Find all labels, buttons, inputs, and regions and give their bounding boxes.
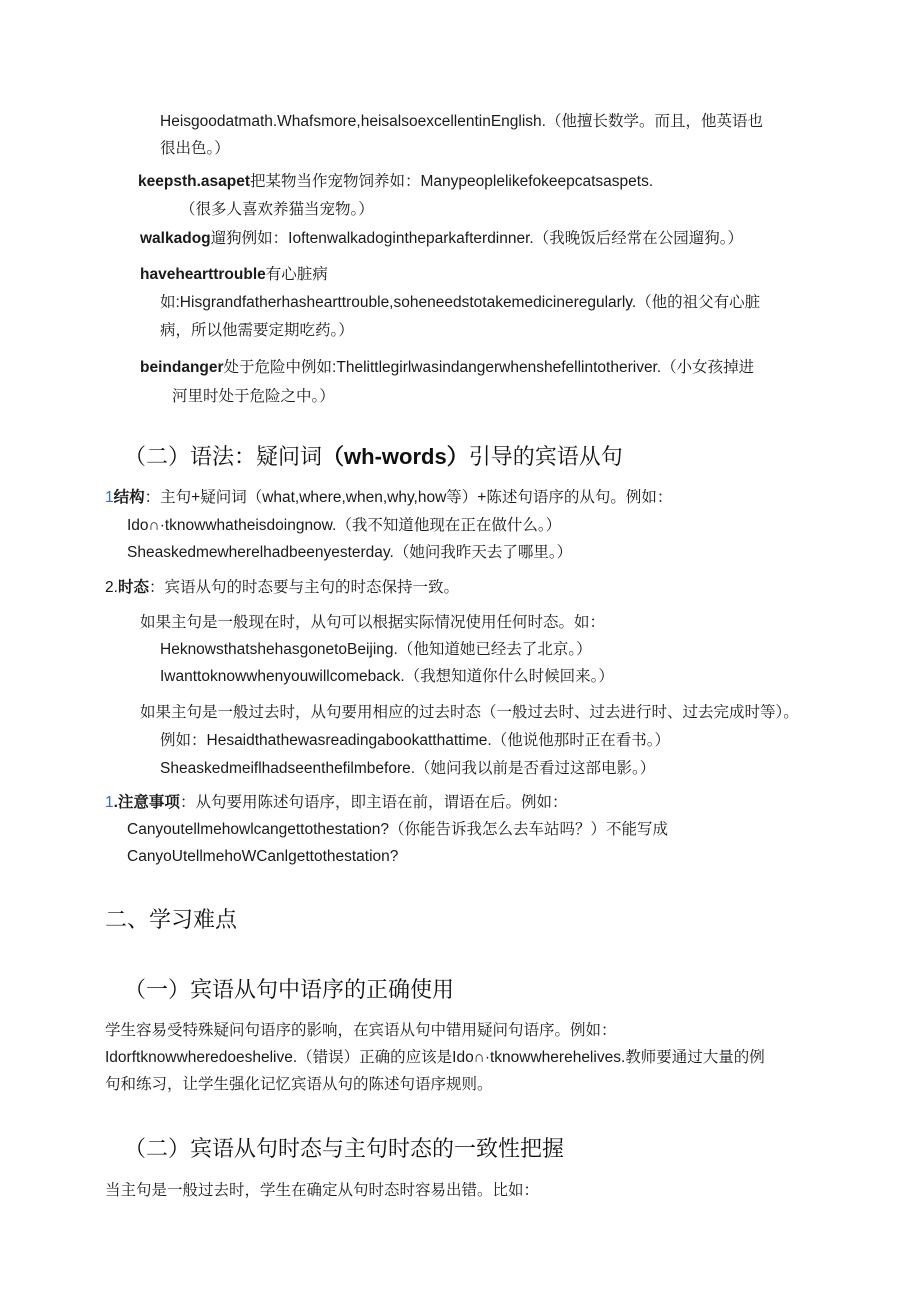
grammar-example-line: Iwanttoknowwhenyouwillcomeback.（我想知道你什么时候回来。） bbox=[160, 668, 614, 685]
grammar-heading: （二）语法：疑问词（wh-words）引导的宾语从句 bbox=[124, 444, 623, 469]
vocab-term: walkadog bbox=[140, 230, 211, 247]
grammar-structure-point bbox=[105, 488, 672, 508]
point-label: .注意事项 bbox=[113, 794, 180, 811]
difficulty-subheading-word-order: （一）宾语从句中语序的正确使用 bbox=[124, 977, 455, 1002]
vocab-example-line: （很多人喜欢养猫当宠物。） bbox=[180, 201, 374, 218]
grammar-example-line: Sheaskedmewherelhadbeenyesterday.（她问我昨天去了哪里。） bbox=[127, 544, 573, 561]
vocab-example-line: Heisgoodatmath.Whafsmore,heisalsoexcellentinEnglish.（他擅长数学。而且，他英语也 bbox=[160, 113, 763, 130]
vocab-term: havehearttrouble bbox=[140, 266, 266, 283]
grammar-example-line: Ido∩·tknowwhatheisdoingnow.（我不知道他现在正在做什么。） bbox=[127, 517, 562, 534]
grammar-example-line: Canyoutellmehowlcangettothestation?（你能告诉我怎么去车站吗？）不能写成 bbox=[127, 821, 668, 838]
grammar-notes-point bbox=[105, 793, 567, 813]
vocab-term: keepsth.asapet bbox=[138, 173, 250, 190]
grammar-example-line: 例如：Hesaidthathewasreadingabookatthattime.（他说他那时正在看书。） bbox=[160, 732, 670, 749]
point-text: ：主句+疑问词（what,where,when,why,how等）+陈述句语序的从句。例如： bbox=[144, 489, 673, 506]
paragraph-line: 学生容易受特殊疑问句语序的影响，在宾语从句中错用疑问句语序。例如： bbox=[105, 1022, 617, 1039]
grammar-tense-past: 如果主句是一般过去时，从句要用相应的过去时态（一般过去时、过去进行时、过去完成时等）。 bbox=[140, 704, 799, 721]
vocab-definition: 把某物当作宠物饲养如：Manypeoplelikefokeepcatsaspets. bbox=[250, 173, 654, 190]
paragraph-line: Idorftknowwheredoeshelive.（错误）正确的应该是Ido∩·tknowwherehelives.教师要通过大量的例 bbox=[105, 1049, 765, 1066]
vocab-example-line: 如:Hisgrandfatherhashearttrouble,soheneedstotakemedicineregularly.（他的祖父有心脏 bbox=[160, 294, 761, 311]
vocab-entry-keep bbox=[138, 172, 653, 192]
point-label: 结构 bbox=[113, 489, 145, 506]
vocab-definition: 遛狗例如：Ioftenwalkadogintheparkafterdinner.（我晚饭后经常在公园遛狗。） bbox=[210, 230, 743, 247]
list-number: 2. bbox=[105, 579, 118, 596]
vocab-entry-heart bbox=[140, 265, 328, 285]
paragraph-line: 当主句是一般过去时，学生在确定从句时态时容易出错。比如： bbox=[105, 1182, 540, 1199]
difficulty-subheading-tense: （二）宾语从句时态与主句时态的一致性把握 bbox=[124, 1136, 565, 1161]
grammar-tense-point bbox=[105, 578, 459, 598]
list-number: 1 bbox=[105, 794, 114, 811]
grammar-example-line: Sheaskedmeiflhadseenthefilmbefore.（她问我以前是否看过这部电影。） bbox=[160, 760, 656, 777]
list-number: 1 bbox=[105, 489, 114, 506]
grammar-example-line: CanyoUtellmehoWCanlgettothestation? bbox=[127, 848, 399, 865]
vocab-example-line: 病，所以他需要定期吃药。） bbox=[160, 322, 354, 339]
vocab-definition: 处于危险中例如:Thelittlegirlwasindangerwhenshefellintotheriver.（小女孩掉进 bbox=[223, 359, 755, 376]
grammar-tense-present: 如果主句是一般现在时，从句可以根据实际情况使用任何时态。如： bbox=[140, 614, 606, 631]
point-text: ：从句要用陈述句语序，即主语在前，谓语在后。例如： bbox=[179, 794, 568, 811]
paragraph-line: 句和练习，让学生强化记忆宾语从句的陈述句语序规则。 bbox=[105, 1076, 493, 1093]
vocab-entry-walk bbox=[140, 229, 743, 249]
vocab-term: beindanger bbox=[140, 359, 224, 376]
vocab-example-line: 很出色。） bbox=[160, 140, 230, 157]
vocab-definition: 有心脏病 bbox=[265, 266, 328, 283]
difficulty-heading: 二、学习难点 bbox=[105, 907, 238, 932]
point-label: 时态 bbox=[117, 579, 149, 596]
grammar-example-line: HeknowsthatshehasgonetoBeijing.（他知道她已经去了北京。） bbox=[160, 641, 592, 658]
point-text: ：宾语从句的时态要与主句的时态保持一致。 bbox=[148, 579, 459, 596]
vocab-example-line: 河里时处于危险之中。） bbox=[172, 388, 335, 405]
vocab-entry-danger bbox=[140, 358, 754, 378]
